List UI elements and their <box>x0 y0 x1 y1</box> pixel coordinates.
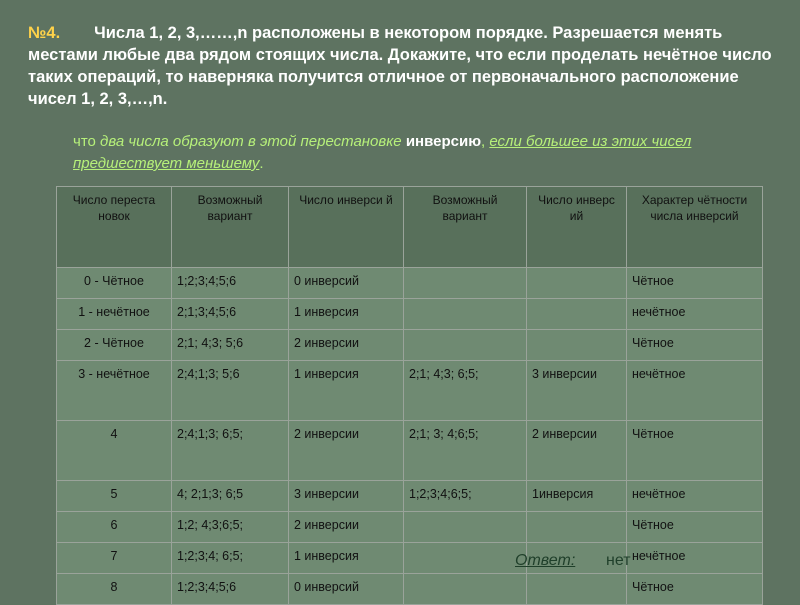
header-variant-2: Возможный вариант <box>404 187 527 268</box>
problem-text: Числа 1, 2, 3,……,n расположены в некотором порядке. Разрешается менять местами любые два рядом стоящих числа. Докажите, что если проделать нечётное число таких операций, то наверняка получится отличное от первоначального расположение чисел 1, 2, 3,…,n. <box>28 24 772 108</box>
header-swaps: Число переста новок <box>57 187 172 268</box>
note-part5: если большее из этих чисел предшествует меньшему <box>73 133 692 172</box>
table-row <box>57 330 763 361</box>
cell-inversions-2 <box>527 299 627 330</box>
table-header-row <box>57 187 763 268</box>
table-row <box>57 512 763 543</box>
cell-inversions-2: 3 инверсии <box>527 361 627 421</box>
table-row <box>57 361 763 421</box>
note-term: инверсию <box>405 133 482 150</box>
cell-parity: нечётное <box>627 481 763 512</box>
cell-parity: Чётное <box>627 574 763 605</box>
note-period: . <box>259 155 264 172</box>
header-parity: Характер чётности числа инверсий <box>627 187 763 268</box>
cell-variant-1: 2;1; 4;3; 5;6 <box>172 330 289 361</box>
cell-parity: нечётное <box>627 299 763 330</box>
cell-variant-2 <box>404 512 527 543</box>
cell-variant-2: 2;1; 4;3; 6;5; <box>404 361 527 421</box>
cell-parity: нечётное <box>627 543 763 574</box>
cell-inversions-2 <box>527 512 627 543</box>
cell-variant-1: 4; 2;1;3; 6;5 <box>172 481 289 512</box>
cell-parity: Чётное <box>627 421 763 481</box>
cell-swaps: 7 <box>57 543 172 574</box>
cell-variant-2 <box>404 543 527 574</box>
cell-inversions-1: 2 инверсии <box>289 421 404 481</box>
table-row <box>57 421 763 481</box>
cell-swaps: 0 - Чётное <box>57 268 172 299</box>
table-row <box>57 543 763 574</box>
cell-variant-1: 2;4;1;3; 6;5; <box>172 421 289 481</box>
cell-swaps: 6 <box>57 512 172 543</box>
cell-swaps: 2 - Чётное <box>57 330 172 361</box>
cell-swaps: 5 <box>57 481 172 512</box>
answer-value: нет <box>606 552 631 569</box>
cell-inversions-2 <box>527 330 627 361</box>
cell-variant-1: 2;1;3;4;5;6 <box>172 299 289 330</box>
answer-label: Ответ: <box>515 552 576 569</box>
cell-inversions-2: 1инверсия <box>527 481 627 512</box>
cell-inversions-1: 2 инверсии <box>289 330 404 361</box>
cell-swaps: 8 <box>57 574 172 605</box>
cell-variant-2: 2;1; 3; 4;6;5; <box>404 421 527 481</box>
cell-variant-2 <box>404 268 527 299</box>
table-row <box>57 268 763 299</box>
cell-swaps: 1 - нечётное <box>57 299 172 330</box>
cell-inversions-1: 3 инверсии <box>289 481 404 512</box>
note-part2: два числа образуют в этой перестановке <box>100 133 402 150</box>
note-comma: , <box>481 133 486 150</box>
table-row <box>57 299 763 330</box>
problem-number: №4. <box>28 24 61 42</box>
cell-variant-1: 1;2;3;4;5;6 <box>172 574 289 605</box>
cell-parity: нечётное <box>627 361 763 421</box>
problem-statement <box>28 22 788 110</box>
header-inversions-2: Число инверс ий <box>527 187 627 268</box>
cell-inversions-1: 2 инверсии <box>289 512 404 543</box>
note-part1: что <box>73 133 96 150</box>
cell-variant-2 <box>404 330 527 361</box>
inversion-definition <box>73 131 713 175</box>
cell-inversions-1: 1 инверсия <box>289 361 404 421</box>
cell-variant-1: 2;4;1;3; 5;6 <box>172 361 289 421</box>
cell-inversions-1: 1 инверсия <box>289 299 404 330</box>
cell-swaps: 3 - нечётное <box>57 361 172 421</box>
cell-inversions-2: 2 инверсии <box>527 421 627 481</box>
cell-variant-1: 1;2;3;4; 6;5; <box>172 543 289 574</box>
cell-swaps: 4 <box>57 421 172 481</box>
cell-inversions-1: 0 инверсий <box>289 574 404 605</box>
cell-variant-1: 1;2; 4;3;6;5; <box>172 512 289 543</box>
cell-variant-1: 1;2;3;4;5;6 <box>172 268 289 299</box>
cell-inversions-1: 0 инверсий <box>289 268 404 299</box>
cell-parity: Чётное <box>627 330 763 361</box>
cell-parity: Чётное <box>627 268 763 299</box>
cell-inversions-2 <box>527 268 627 299</box>
permutations-table <box>56 186 763 605</box>
header-variant-1: Возможный вариант <box>172 187 289 268</box>
cell-inversions-1: 1 инверсия <box>289 543 404 574</box>
header-inversions-1: Число инверси й <box>289 187 404 268</box>
cell-variant-2 <box>404 299 527 330</box>
table-row <box>57 481 763 512</box>
cell-variant-2: 1;2;3;4;6;5; <box>404 481 527 512</box>
cell-parity: Чётное <box>627 512 763 543</box>
